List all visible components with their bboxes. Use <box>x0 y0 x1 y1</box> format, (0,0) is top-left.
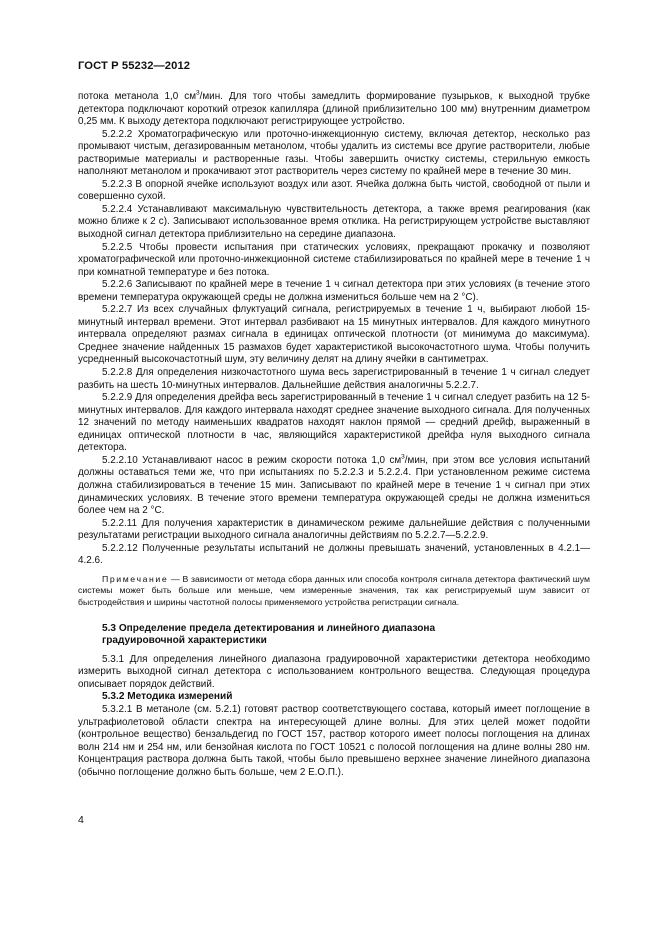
paragraph-5-2-2-2: 5.2.2.2 Хроматографическую или проточно-инжекционную систему, включая детектор, несколько раз промывают чистым, дегазированным метанолом, чтобы удалить из системы все другие растворители, любые растворимые материалы и растворенные газы. Чтобы завершить очистку системы, стерильную емкость наполняют метанолом и прокачивают этот растворитель через систему по крайней мере в течение 30 мин. <box>78 128 590 178</box>
paragraph-5-2-2-4: 5.2.2.4 Устанавливают максимальную чувствительность детектора, а также время реагирования (как можно ближе к 2 с). Записывают использованное время отклика. На регистрирующем устройстве выставляют выходной сигнал детектора приблизительно на середине диапазона. <box>78 203 590 241</box>
text-fragment: потока метанола 1,0 см <box>78 91 197 102</box>
note-text: — В зависимости от метода сбора данных или способа контроля сигнала детектора фактический шум системы может быть больше или меньше, чем измеренные значения, так как регистрируемый шум зависит от быстродействия и ширины частотной полосы применяемого устройства регистрации сигнала. <box>78 573 590 607</box>
note-label: Примечание <box>102 573 169 584</box>
paragraph-5-2-2-12: 5.2.2.12 Полученные результаты испытаний не должны превышать значений, установленных в 4.2.1—4.2.6. <box>78 542 590 567</box>
superscript: 3 <box>401 453 405 461</box>
text-fragment: /мин. Для того чтобы замедлить формирование пузырьков, к выходной трубке детектора подключают короткий отрезок капилляра (длиной приблизительно 100 мм) внутренним диаметром 0,25 мм. К выходу детектора подключают регистрирующее устройство. <box>78 91 590 128</box>
text-fragment: /мин, при этом все условия испытаний должны оставаться теми же, что при испытаниях по 5.2.2.3 и 5.2.2.4. При установленном режиме система должна стабилизироваться в течение 15 мин. Записывают по крайней мере в течение 1 ч сигнал при этих динамических условиях. В течение этого времени температура окружающей среды не должна измениться более чем на 2 °С. <box>78 454 590 517</box>
paragraph-5-2-2-3: 5.2.2.3 В опорной ячейке используют воздух или азот. Ячейка должна быть чистой, свободной от пыли и совершенно сухой. <box>78 178 590 203</box>
superscript: 3 <box>196 89 200 97</box>
section-title-line: градуировочной характеристики <box>102 635 267 647</box>
paragraph-5-2-2-6: 5.2.2.6 Записывают по крайней мере в течение 1 ч сигнал детектора при этих условиях (в течение этого времени температура окружающей среды не должна измениться больше чем на 2 °С). <box>78 279 590 303</box>
standard-header: ГОСТ Р 55232—2012 <box>78 60 191 72</box>
page-number: 4 <box>78 814 84 826</box>
spacer <box>78 609 590 623</box>
paragraph-5-3-2-1: 5.3.2.1 В метаноле (см. 5.2.1) готовят раствор соответствующего состава, который имеет поглощение в ультрафиолетовой области спектра на интересующей длине волны. Для этих целей может подойти (контрольное вещество) бензальдегид по ГОСТ 157, раствор которого имеет полосы поглощения на длинах волн 214 нм и 254 нм, или бензойная кислота по ГОСТ 10521 с полосой поглощения на длине волны 280 нм. Концентрация раствора должна быть такой, чтобы было превышено верхнее значение линейного диапазона (обычно поглощение должно быть больше, чем 2 Е.О.П.). <box>78 703 590 778</box>
section-5-3-title <box>78 623 590 648</box>
paragraph-5-2-2-9: 5.2.2.9 Для определения дрейфа весь зарегистрированный в течение 1 ч сигнал следует разбить на 12 5-минутных интервалов. Для каждого интервала находят среднее значение выходного сигнала. Для полученных 12 значений по методу наименьших квадратов находят наклон прямой — средний дрейф, выраженный в единицах оптической плотности в час, являющийся характеристикой дрейфа нуля выходного сигнала детектора. <box>78 392 590 454</box>
paragraph-5-2-2-7: 5.2.2.7 Из всех случайных флуктуаций сигнала, регистрируемых в течение 1 ч, выбирают любой 15-минутный интервал времени. Этот интервал разбивают на 15 минутных интервалов. Для каждого минутного интервала определяют размах сигнала в единицах оптической плотности (от минимума до максимума). Среднее значение найденных 15 размахов будет характеристикой высокочастотного шума. Чтобы получить усредненный высокочастотный шум, эту величину делят на длину ячейки в сантиметрах. <box>78 304 590 366</box>
paragraph-5-3-1: 5.3.1 Для определения линейного диапазона градуировочной характеристики детектора необходимо измерить выходной сигнал детектора с использованием контрольного вещества. Следующая процедура описывает порядок действий. <box>78 653 590 690</box>
note <box>78 574 590 609</box>
paragraph-5-2-2-8: 5.2.2.8 Для определения низкочастотного шума весь зарегистрированный в течение 1 ч сигнал следует разбить на шесть 10-минутных интервалов. Дальнейшие действия аналогичны 5.2.2.7. <box>78 367 590 391</box>
text-fragment: 5.2.2.10 Устанавливают насос в режим скорости потока 1,0 см <box>102 454 402 466</box>
section-5-3-2-title: 5.3.2 Методика измерений <box>102 691 233 703</box>
section-title-line: 5.3 Определение предела детектирования и линейного диапазона <box>102 622 436 634</box>
paragraph-5-2-2-10 <box>78 455 590 518</box>
paragraph-5-2-2-11: 5.2.2.11 Для получения характеристик в динамическом режиме дальнейшие действия с полученными результатами регистрации выходного сигнала аналогичны действиям по 5.2.2.7—5.2.2.9. <box>78 517 590 542</box>
paragraph-5-2-2-5: 5.2.2.5 Чтобы провести испытания при статических условиях, прекращают прокачку и позволяют хроматографической или проточно-инжекционной системе стабилизироваться по крайней мере в течение 1 ч при комнатной температуре и без потока. <box>78 241 590 278</box>
paragraph-intro <box>78 91 590 129</box>
document-body <box>78 91 590 779</box>
